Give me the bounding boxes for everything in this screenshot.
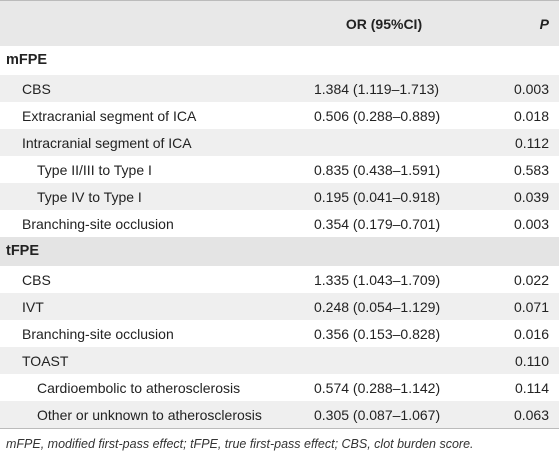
header-p: P: [539, 16, 549, 32]
row-p: 0.016: [513, 326, 549, 342]
row-or: 0.356 (0.153–0.828): [314, 326, 441, 342]
row-label: CBS: [22, 81, 51, 97]
header-or: OR (95%CI): [345, 16, 423, 32]
table-row: [0, 374, 559, 401]
table-row: [0, 266, 559, 293]
table-row: [0, 156, 559, 183]
row-or: 0.835 (0.438–1.591): [314, 162, 441, 178]
table-row: [0, 401, 559, 428]
row-p: 0.003: [513, 81, 549, 97]
row-label: Extracranial segment of ICA: [22, 108, 197, 124]
section-row: [0, 237, 559, 266]
row-p: 0.071: [513, 299, 549, 315]
row-p: 0.018: [513, 108, 549, 124]
table-row: [0, 129, 559, 156]
row-label: Branching-site occlusion: [22, 326, 174, 342]
table-footnote: mFPE, modified first-pass effect; tFPE, true first-pass effect; CBS, clot burden score.: [6, 437, 474, 451]
row-label: CBS: [22, 272, 51, 288]
table-row: [0, 102, 559, 129]
row-or: 0.574 (0.288–1.142): [314, 380, 441, 396]
row-label: tFPE: [6, 243, 40, 259]
table-row: [0, 347, 559, 374]
table-header: [0, 0, 559, 46]
row-p: 0.112: [515, 135, 549, 151]
row-p: 0.039: [513, 189, 549, 205]
bottom-rule: [0, 428, 559, 429]
row-p: 0.583: [513, 162, 549, 178]
row-label: IVT: [22, 299, 44, 315]
row-label: Type II/III to Type I: [37, 162, 152, 178]
row-label: Type IV to Type I: [37, 189, 142, 205]
row-label: Other or unknown to atherosclerosis: [37, 407, 262, 423]
table-row: [0, 210, 559, 237]
row-or: 0.248 (0.054–1.129): [314, 299, 441, 315]
table-row: [0, 320, 559, 347]
table-row: [0, 183, 559, 210]
row-p: 0.022: [513, 272, 549, 288]
row-label: Intracranial segment of ICA: [22, 135, 192, 151]
table-body: [0, 46, 559, 428]
row-p: 0.003: [513, 216, 549, 232]
section-row: [0, 46, 559, 75]
row-p: 0.063: [513, 407, 549, 423]
table-row: [0, 293, 559, 320]
row-label: Cardioembolic to atherosclerosis: [37, 380, 241, 396]
row-or: 0.195 (0.041–0.918): [314, 189, 441, 205]
row-label: Branching-site occlusion: [22, 216, 174, 232]
row-or: 1.335 (1.043–1.709): [314, 272, 441, 288]
row-label: TOAST: [22, 353, 69, 369]
row-label: mFPE: [6, 52, 48, 68]
row-or: 0.506 (0.288–0.889): [314, 108, 441, 124]
row-p: 0.110: [515, 353, 549, 369]
row-p: 0.114: [515, 380, 549, 396]
row-or: 0.354 (0.179–0.701): [314, 216, 441, 232]
row-or: 1.384 (1.119–1.713): [314, 81, 440, 97]
row-or: 0.305 (0.087–1.067): [314, 407, 441, 423]
table-row: [0, 75, 559, 102]
